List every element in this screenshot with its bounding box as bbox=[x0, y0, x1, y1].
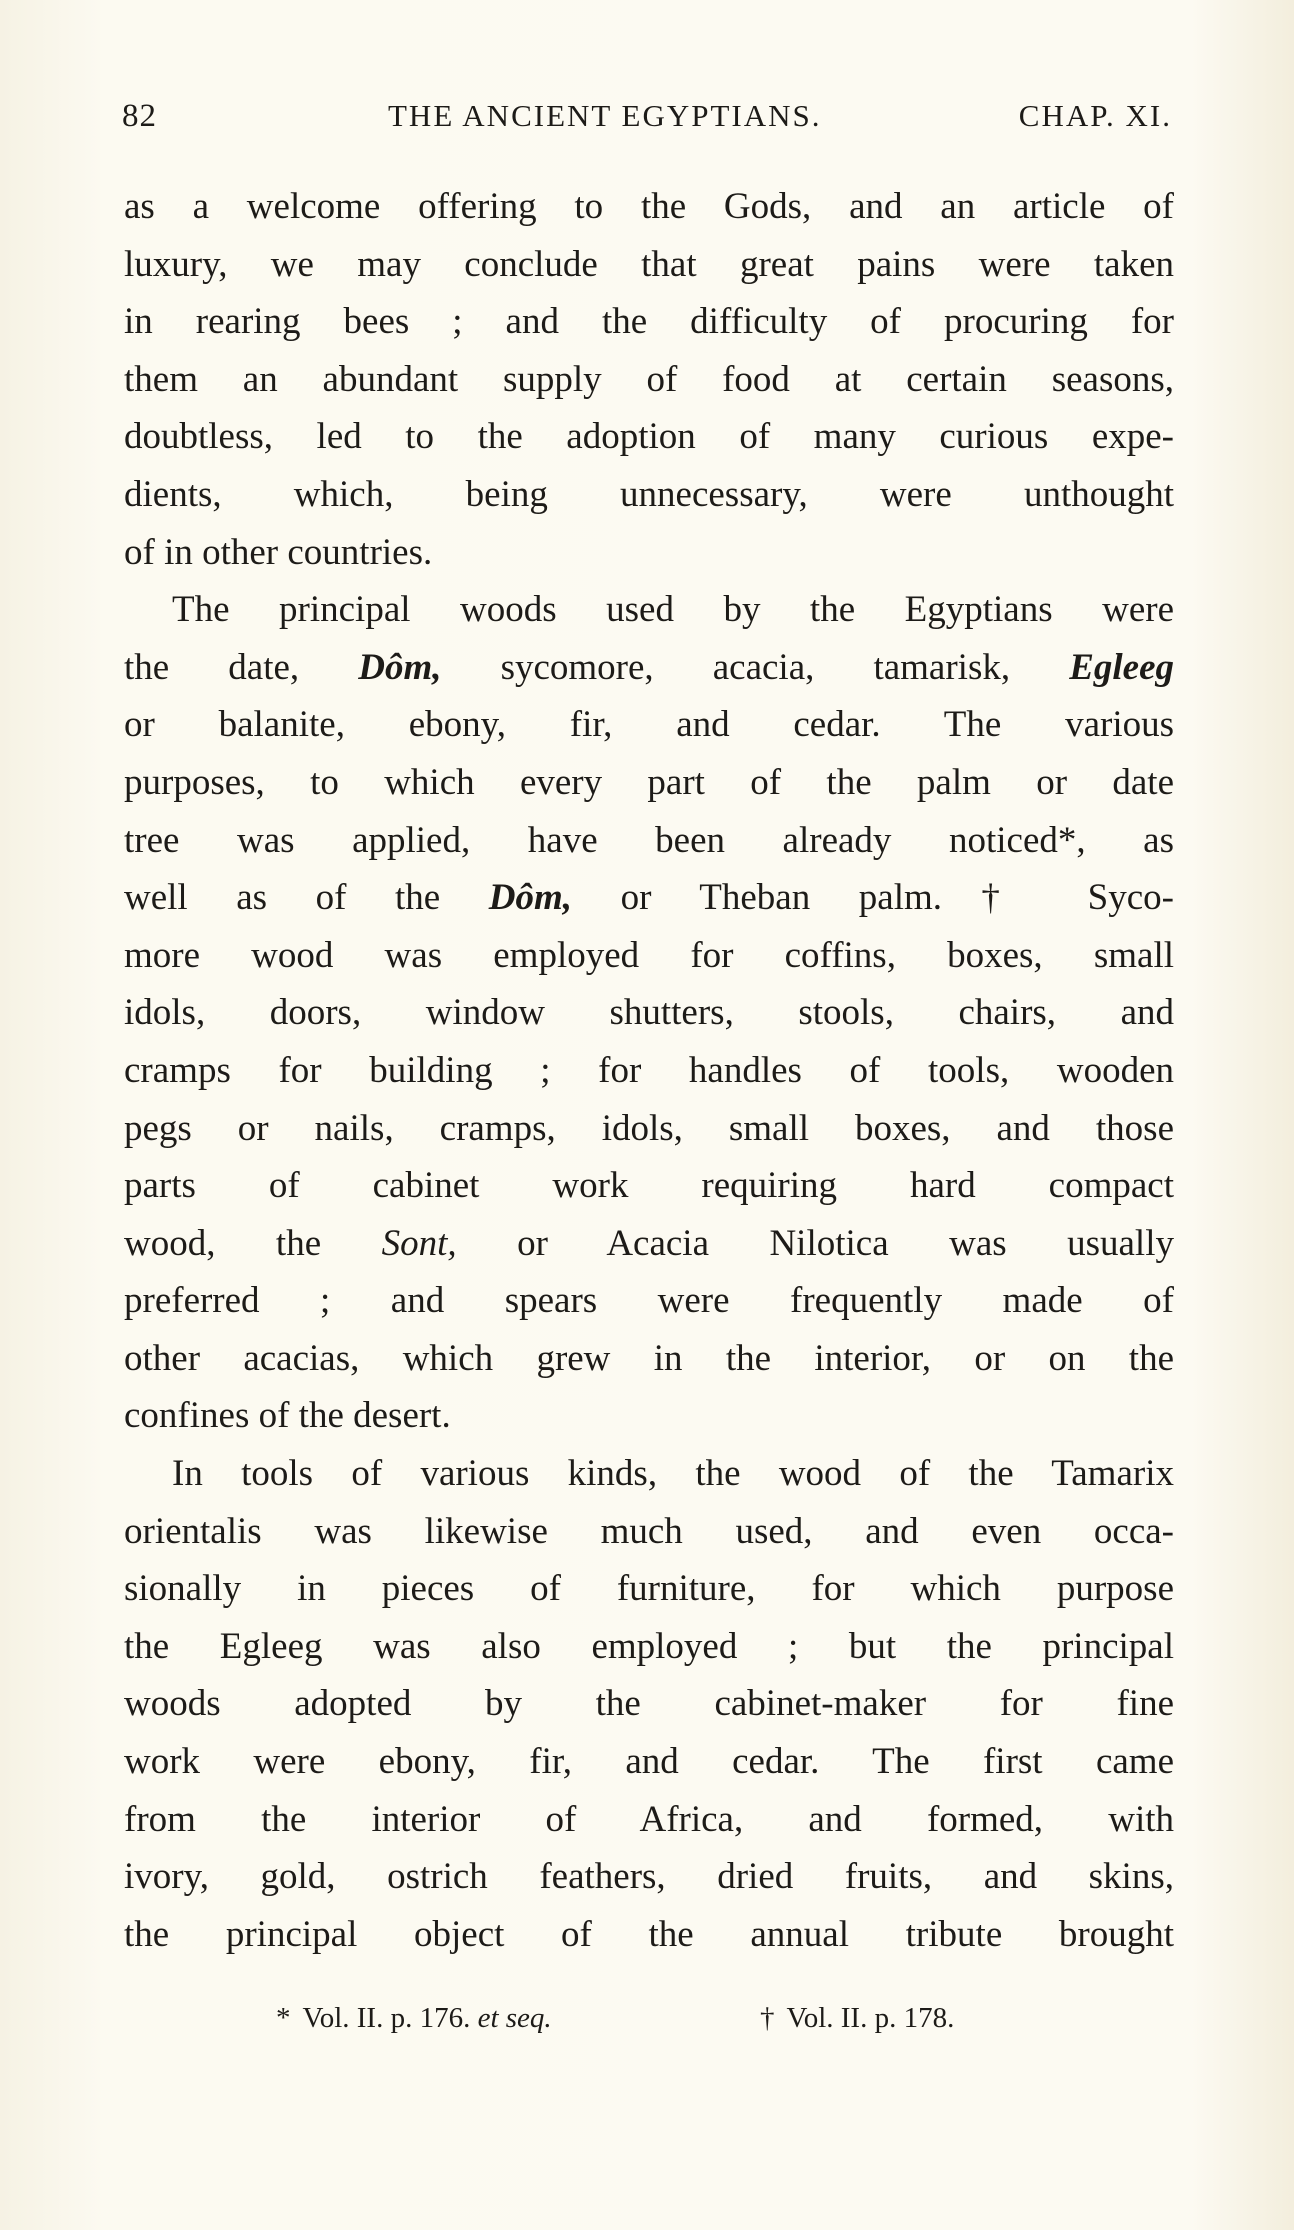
text-segment: The principal woods used by the Egyptians were bbox=[172, 589, 1174, 631]
text-line bbox=[124, 1560, 1174, 1618]
page-number: 82 bbox=[122, 98, 157, 134]
text-line bbox=[124, 1675, 1174, 1733]
text-line bbox=[124, 524, 1174, 582]
text-line bbox=[124, 1733, 1174, 1791]
text-segment: idols, doors, window shutters, stools, chairs, and bbox=[124, 992, 1174, 1034]
text-segment: pegs or nails, cramps, idols, small boxes, and those bbox=[124, 1107, 1174, 1149]
text-line bbox=[124, 351, 1174, 409]
text-segment: in rearing bees ; and the difficulty of procuring for bbox=[124, 301, 1174, 343]
text-segment: sionally in pieces of furniture, for which purpose bbox=[124, 1568, 1174, 1610]
text-segment: In tools of various kinds, the wood of the Tamarix bbox=[172, 1453, 1174, 1495]
footnotes bbox=[0, 2002, 1294, 2052]
text-line bbox=[124, 1387, 1174, 1445]
text-line bbox=[124, 1157, 1174, 1215]
text-line bbox=[124, 984, 1174, 1042]
text-segment: them an abundant supply of food at certain seasons, bbox=[124, 358, 1174, 400]
text-line bbox=[124, 639, 1174, 697]
text-segment: from the interior of Africa, and formed, with bbox=[124, 1798, 1174, 1840]
text-line bbox=[124, 178, 1174, 236]
text-segment: work were ebony, fir, and cedar. The first came bbox=[124, 1741, 1174, 1783]
text-segment: preferred ; and spears were frequently made of bbox=[124, 1280, 1174, 1322]
text-segment: sycomore, acacia, tamarisk, bbox=[441, 646, 1070, 688]
running-title: THE ANCIENT EGYPTIANS. bbox=[388, 98, 822, 133]
footnote-italic-text: et seq. bbox=[477, 2002, 552, 2034]
footnote-text: Vol. II. p. 176. bbox=[302, 2002, 478, 2034]
text-line bbox=[124, 1906, 1174, 1964]
text-segment: or Acacia Nilotica was usually bbox=[456, 1222, 1174, 1264]
text-segment: cramps for building ; for handles of tools, wooden bbox=[124, 1049, 1174, 1091]
text-segment: confines of the desert. bbox=[124, 1395, 451, 1437]
footnote-text: Vol. II. p. 178. bbox=[786, 2002, 955, 2034]
text-line bbox=[124, 1618, 1174, 1676]
text-line bbox=[124, 1042, 1174, 1100]
text-segment: or balanite, ebony, fir, and cedar. The various bbox=[124, 704, 1174, 746]
running-header bbox=[122, 98, 1172, 146]
text-line bbox=[124, 1330, 1174, 1388]
text-line bbox=[124, 581, 1174, 639]
footnote-mark: * bbox=[276, 2002, 291, 2034]
text-segment: ivory, gold, ostrich feathers, dried fruits, and skins, bbox=[124, 1856, 1174, 1898]
text-line bbox=[124, 1848, 1174, 1906]
text-line bbox=[124, 1445, 1174, 1503]
text-line bbox=[124, 408, 1174, 466]
text-segment: wood, the bbox=[124, 1222, 382, 1264]
text-line bbox=[124, 1215, 1174, 1273]
text-segment: purposes, to which every part of the palm or date bbox=[124, 761, 1174, 803]
text-line bbox=[124, 466, 1174, 524]
text-segment: luxury, we may conclude that great pains were taken bbox=[124, 243, 1174, 285]
emphasized-word: Sont, bbox=[381, 1222, 457, 1264]
text-segment: more wood was employed for coffins, boxes, small bbox=[124, 934, 1174, 976]
emphasized-word: Dôm, bbox=[488, 877, 573, 919]
footnote-mark: † bbox=[760, 2002, 775, 2034]
footnote-1 bbox=[276, 2002, 552, 2035]
text-line bbox=[124, 293, 1174, 351]
text-line bbox=[124, 754, 1174, 812]
text-line bbox=[124, 1791, 1174, 1849]
text-segment: tree was applied, have been already noticed*, as bbox=[124, 819, 1174, 861]
emphasized-word: Egleeg bbox=[1069, 646, 1174, 688]
text-line bbox=[124, 1100, 1174, 1158]
text-segment: the principal object of the annual tribute brought bbox=[124, 1913, 1174, 1955]
text-line bbox=[124, 696, 1174, 754]
text-segment: of in other countries. bbox=[124, 531, 433, 573]
text-line bbox=[124, 927, 1174, 985]
text-segment: other acacias, which grew in the interior, or on the bbox=[124, 1337, 1174, 1379]
text-segment: parts of cabinet work requiring hard compact bbox=[124, 1165, 1174, 1207]
text-line bbox=[124, 236, 1174, 294]
emphasized-word: Dôm, bbox=[358, 646, 442, 688]
text-segment: dients, which, being unnecessary, were unthought bbox=[124, 473, 1174, 515]
text-line bbox=[124, 869, 1174, 927]
text-segment: the Egleeg was also employed ; but the principal bbox=[124, 1625, 1174, 1667]
text-line bbox=[124, 812, 1174, 870]
text-line bbox=[124, 1272, 1174, 1330]
text-segment: doubtless, led to the adoption of many curious expe- bbox=[124, 416, 1174, 458]
text-segment: woods adopted by the cabinet-maker for fine bbox=[124, 1683, 1174, 1725]
text-line bbox=[124, 1503, 1174, 1561]
text-segment: as a welcome offering to the Gods, and an article of bbox=[124, 186, 1174, 227]
text-segment: well as of the bbox=[124, 877, 489, 919]
chapter-label: CHAP. XI. bbox=[1018, 98, 1172, 133]
text-segment: or Theban palm.† Syco- bbox=[572, 877, 1174, 919]
text-segment: orientalis was likewise much used, and even occa- bbox=[124, 1510, 1174, 1552]
footnote-2 bbox=[760, 2002, 954, 2035]
body-text bbox=[124, 178, 1174, 1963]
text-segment: the date, bbox=[124, 646, 359, 688]
